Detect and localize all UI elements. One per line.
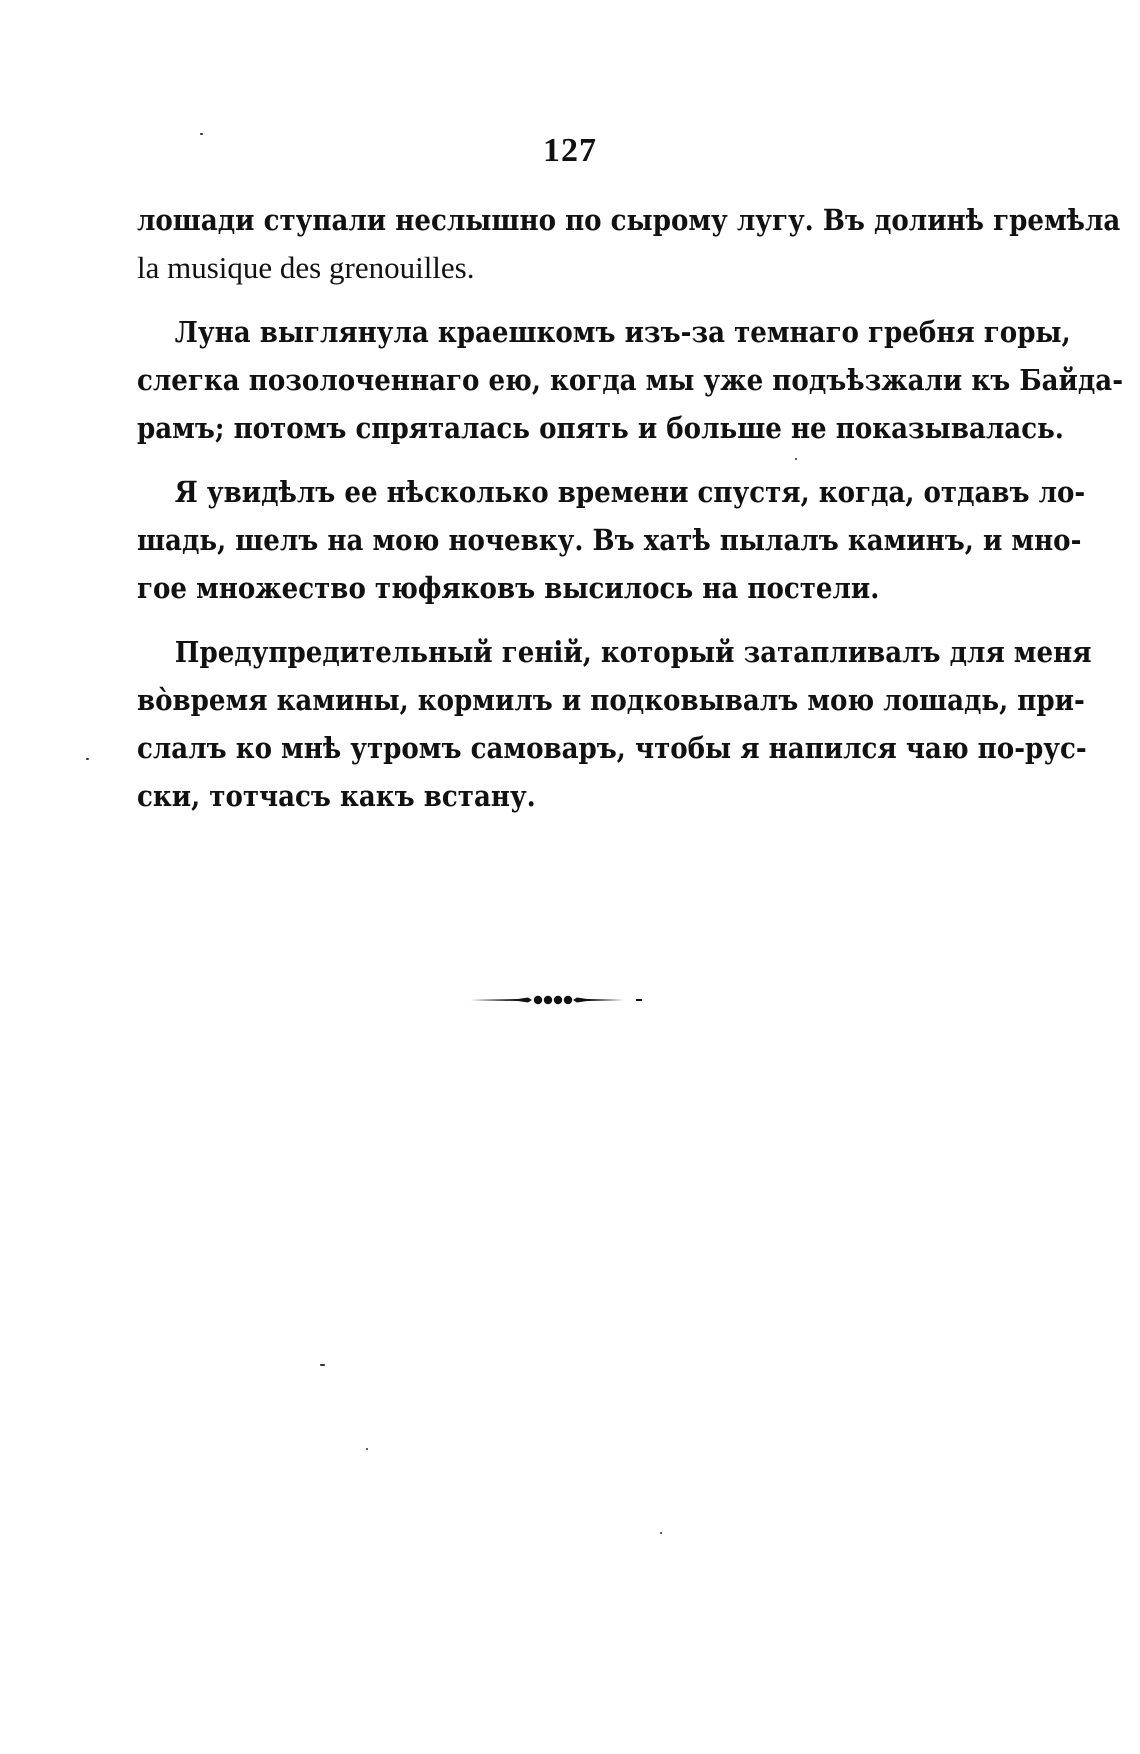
text-line: слегка позолоченнаго ею, когда мы уже подъѣзжали къ Байда- [137, 363, 1124, 397]
paragraph-2 [137, 308, 1124, 452]
text-line: гое множество тюфяковъ высилось на постели. [137, 571, 880, 605]
paper-speck [795, 458, 797, 460]
tailpiece-ornament-icon [470, 993, 650, 1007]
text-line: Луна выглянула краешкомъ изъ-за темнаго гребня горы, [174, 315, 1071, 349]
text-line: la musique des grenouilles. [137, 250, 475, 285]
text-line: рамъ; потомъ спряталась опять и больше не показывалась. [137, 411, 1064, 445]
paragraph-1 [137, 196, 1121, 292]
text-line: шадь, шелъ на мою ночевку. Въ хатѣ пылалъ каминъ, и мно- [137, 523, 1082, 557]
text-line: ски, тотчасъ какъ встану. [137, 779, 536, 813]
paper-speck [320, 1364, 325, 1366]
paper-speck [200, 133, 203, 135]
paragraph-4 [137, 628, 1092, 820]
paper-speck [366, 1448, 368, 1450]
body-text [137, 196, 1124, 820]
page-number: 127 [543, 132, 597, 169]
text-line: слалъ ко мнѣ утромъ самоваръ, чтобы я напился чаю по-рус- [137, 731, 1087, 765]
paragraph-3 [137, 468, 1086, 612]
text-line: Я увидѣлъ ее нѣсколько времени спустя, когда, отдавъ ло- [174, 475, 1086, 509]
text-line: во̀время камины, кормилъ и подковывалъ мою лошадь, при- [137, 683, 1085, 717]
paper-speck [86, 758, 89, 760]
text-line: Предупредительный генiй, который затапливалъ для меня [174, 635, 1092, 669]
paper-speck [660, 1532, 662, 1534]
text-line: лошади ступали неслышно по сырому лугу. Въ долинѣ гремѣла [137, 203, 1121, 237]
